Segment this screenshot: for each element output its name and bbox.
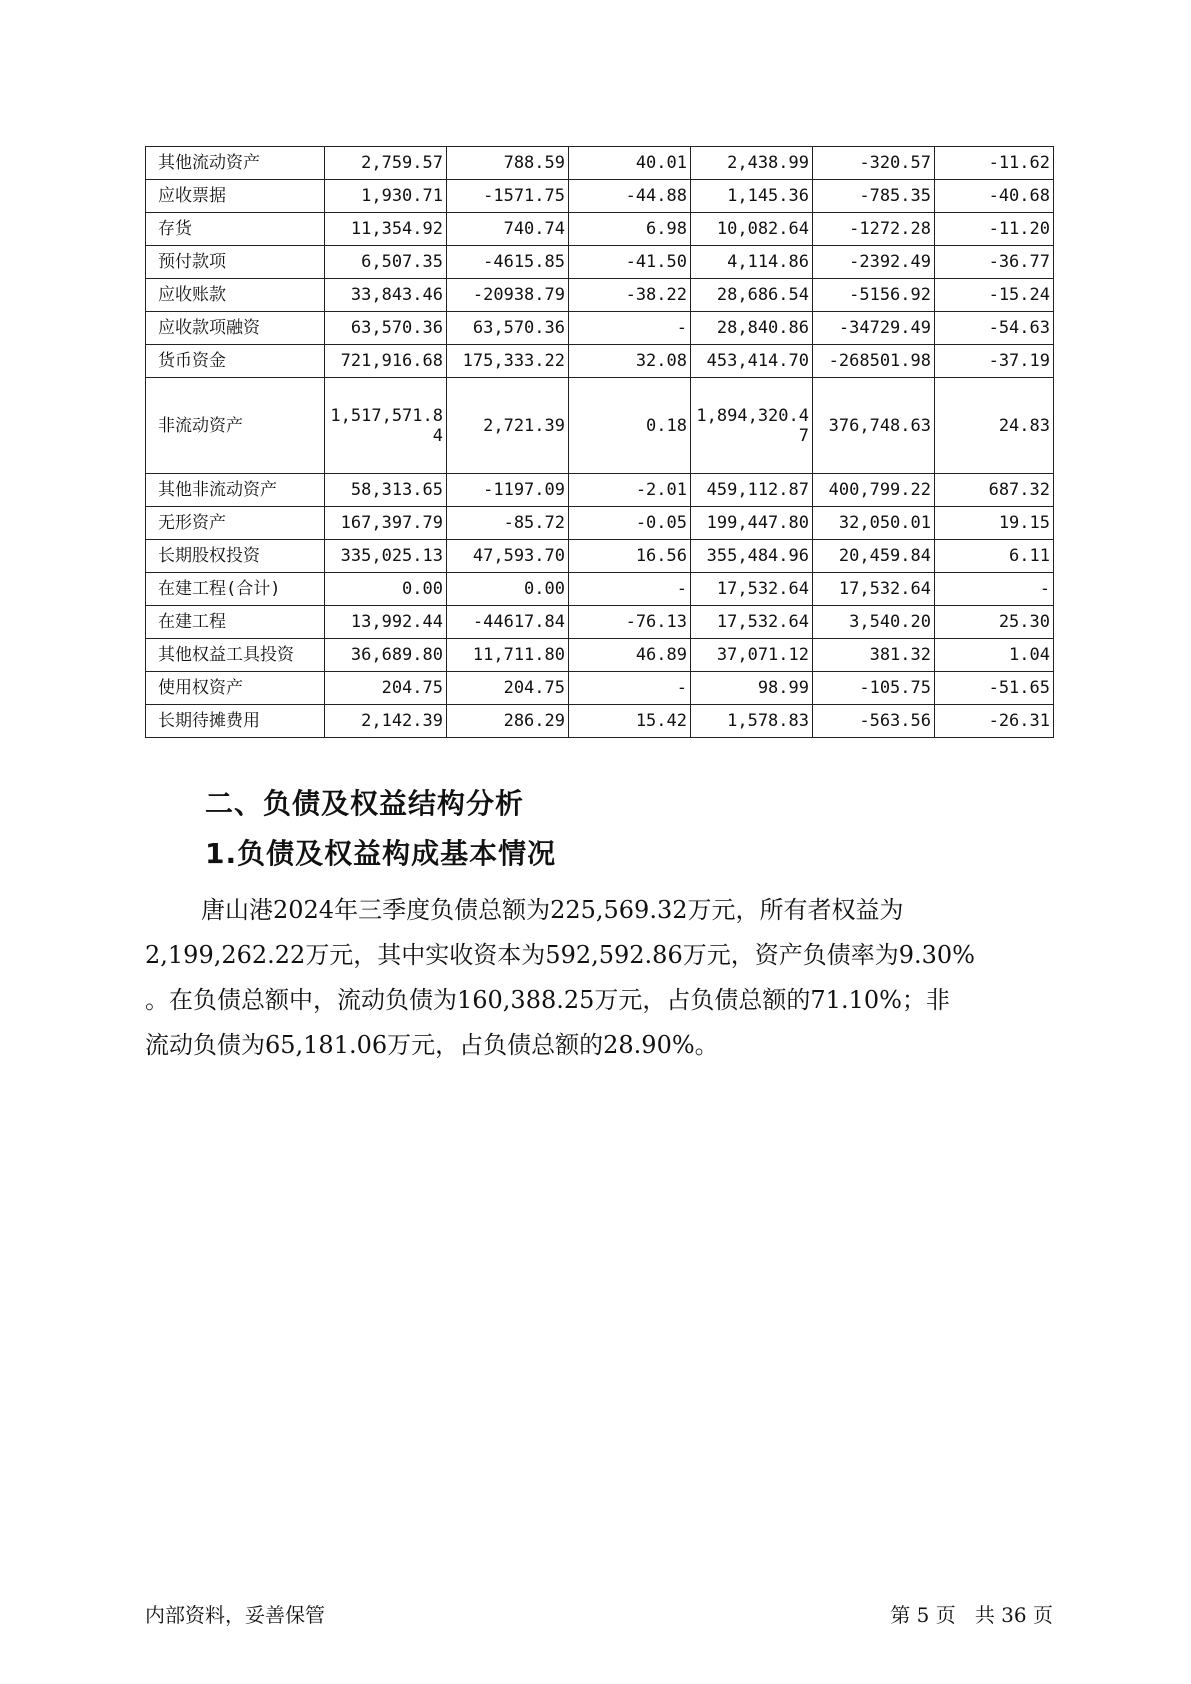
table-cell: -44617.84 bbox=[447, 606, 569, 639]
table-row bbox=[146, 474, 1054, 507]
table-cell: 2,759.57 bbox=[325, 147, 447, 180]
table-cell: 1,930.71 bbox=[325, 180, 447, 213]
table-cell: 3,540.20 bbox=[813, 606, 935, 639]
table-cell: 740.74 bbox=[447, 213, 569, 246]
table-cell: -54.63 bbox=[935, 312, 1054, 345]
table-cell: -563.56 bbox=[813, 705, 935, 738]
table-cell: 721,916.68 bbox=[325, 345, 447, 378]
table-cell: -37.19 bbox=[935, 345, 1054, 378]
table-cell: -4615.85 bbox=[447, 246, 569, 279]
section-heading: 二、负债及权益结构分析 bbox=[205, 787, 525, 820]
table-cell: 15.42 bbox=[569, 705, 691, 738]
body-paragraph bbox=[145, 888, 1060, 1068]
table-row bbox=[146, 507, 1054, 540]
table-cell: 11,354.92 bbox=[325, 213, 447, 246]
table-cell: -44.88 bbox=[569, 180, 691, 213]
table-cell: 687.32 bbox=[935, 474, 1054, 507]
table-cell: 1.04 bbox=[935, 639, 1054, 672]
table-cell: 47,593.70 bbox=[447, 540, 569, 573]
table-cell: 6.98 bbox=[569, 213, 691, 246]
table-cell: 199,447.80 bbox=[691, 507, 813, 540]
table-cell: 2,721.39 bbox=[447, 378, 569, 474]
table-cell: -1571.75 bbox=[447, 180, 569, 213]
table-cell: 2,438.99 bbox=[691, 147, 813, 180]
table-cell: 36,689.80 bbox=[325, 639, 447, 672]
table-cell: 17,532.64 bbox=[691, 606, 813, 639]
table-cell: 20,459.84 bbox=[813, 540, 935, 573]
table-cell: -320.57 bbox=[813, 147, 935, 180]
table-cell: 1,894,320.47 bbox=[691, 378, 813, 474]
row-label: 非流动资产 bbox=[146, 378, 325, 474]
table-cell: 98.99 bbox=[691, 672, 813, 705]
table-cell: 24.83 bbox=[935, 378, 1054, 474]
table-cell: 459,112.87 bbox=[691, 474, 813, 507]
paragraph-line: 。在负债总额中，流动负债为160,388.25万元，占负债总额的71.10%；非 bbox=[145, 986, 950, 1014]
table-cell: 46.89 bbox=[569, 639, 691, 672]
table-row bbox=[146, 378, 1054, 474]
table-row bbox=[146, 246, 1054, 279]
table-cell: 1,145.36 bbox=[691, 180, 813, 213]
table-cell: -20938.79 bbox=[447, 279, 569, 312]
table-cell: -5156.92 bbox=[813, 279, 935, 312]
table-cell: 17,532.64 bbox=[691, 573, 813, 606]
table-cell: 355,484.96 bbox=[691, 540, 813, 573]
table-cell: 28,840.86 bbox=[691, 312, 813, 345]
table-cell: - bbox=[569, 312, 691, 345]
asset-table bbox=[145, 146, 1054, 738]
table-cell: 175,333.22 bbox=[447, 345, 569, 378]
table-cell: 4,114.86 bbox=[691, 246, 813, 279]
table-cell: 167,397.79 bbox=[325, 507, 447, 540]
table-cell: -2.01 bbox=[569, 474, 691, 507]
table-row bbox=[146, 180, 1054, 213]
table-cell: 6.11 bbox=[935, 540, 1054, 573]
table-cell: 63,570.36 bbox=[447, 312, 569, 345]
table-cell: 33,843.46 bbox=[325, 279, 447, 312]
row-label: 预付款项 bbox=[146, 246, 325, 279]
table-cell: 286.29 bbox=[447, 705, 569, 738]
row-label: 在建工程 bbox=[146, 606, 325, 639]
row-label: 长期股权投资 bbox=[146, 540, 325, 573]
table-cell: -11.20 bbox=[935, 213, 1054, 246]
table-cell: 1,517,571.84 bbox=[325, 378, 447, 474]
table-cell: 0.00 bbox=[447, 573, 569, 606]
table-cell: 13,992.44 bbox=[325, 606, 447, 639]
table-cell: -34729.49 bbox=[813, 312, 935, 345]
row-label: 应收票据 bbox=[146, 180, 325, 213]
row-label: 其他权益工具投资 bbox=[146, 639, 325, 672]
table-cell: 335,025.13 bbox=[325, 540, 447, 573]
table-cell: 32,050.01 bbox=[813, 507, 935, 540]
table-row bbox=[146, 639, 1054, 672]
table-row bbox=[146, 345, 1054, 378]
table-cell: - bbox=[935, 573, 1054, 606]
table-cell: -38.22 bbox=[569, 279, 691, 312]
subsection-heading: 1.负债及权益构成基本情况 bbox=[205, 837, 557, 870]
table-cell: 6,507.35 bbox=[325, 246, 447, 279]
row-label: 应收款项融资 bbox=[146, 312, 325, 345]
table-row bbox=[146, 279, 1054, 312]
row-label: 长期待摊费用 bbox=[146, 705, 325, 738]
row-label: 货币资金 bbox=[146, 345, 325, 378]
table-cell: -1272.28 bbox=[813, 213, 935, 246]
table-cell: 10,082.64 bbox=[691, 213, 813, 246]
table-cell: 37,071.12 bbox=[691, 639, 813, 672]
table-cell: -76.13 bbox=[569, 606, 691, 639]
table-row bbox=[146, 672, 1054, 705]
table-cell: -105.75 bbox=[813, 672, 935, 705]
table-cell: 2,142.39 bbox=[325, 705, 447, 738]
footer-page-number: 第 5 页 共 36 页 bbox=[890, 1603, 1053, 1627]
table-cell: 58,313.65 bbox=[325, 474, 447, 507]
row-label: 使用权资产 bbox=[146, 672, 325, 705]
table-cell: -1197.09 bbox=[447, 474, 569, 507]
row-label: 其他非流动资产 bbox=[146, 474, 325, 507]
table-cell: -785.35 bbox=[813, 180, 935, 213]
table-cell: -36.77 bbox=[935, 246, 1054, 279]
table-cell: - bbox=[569, 672, 691, 705]
table-row bbox=[146, 213, 1054, 246]
row-label: 无形资产 bbox=[146, 507, 325, 540]
table-cell: 19.15 bbox=[935, 507, 1054, 540]
table-cell: 28,686.54 bbox=[691, 279, 813, 312]
row-label: 存货 bbox=[146, 213, 325, 246]
table-cell: 381.32 bbox=[813, 639, 935, 672]
table-cell: -40.68 bbox=[935, 180, 1054, 213]
table-cell: -85.72 bbox=[447, 507, 569, 540]
table-cell: -41.50 bbox=[569, 246, 691, 279]
paragraph-line: 流动负债为65,181.06万元，占负债总额的28.90%。 bbox=[145, 1031, 719, 1059]
table-cell: 11,711.80 bbox=[447, 639, 569, 672]
table-cell: -26.31 bbox=[935, 705, 1054, 738]
footer-confidential-note: 内部资料，妥善保管 bbox=[145, 1603, 325, 1627]
row-label: 在建工程(合计) bbox=[146, 573, 325, 606]
table-cell: -11.62 bbox=[935, 147, 1054, 180]
table-cell: 25.30 bbox=[935, 606, 1054, 639]
table-cell: 1,578.83 bbox=[691, 705, 813, 738]
table-cell: 0.00 bbox=[325, 573, 447, 606]
table-cell: 376,748.63 bbox=[813, 378, 935, 474]
table-cell: 400,799.22 bbox=[813, 474, 935, 507]
table-cell: 204.75 bbox=[447, 672, 569, 705]
table-cell: -2392.49 bbox=[813, 246, 935, 279]
table-cell: 0.18 bbox=[569, 378, 691, 474]
table-row bbox=[146, 705, 1054, 738]
table-cell: 32.08 bbox=[569, 345, 691, 378]
row-label: 应收账款 bbox=[146, 279, 325, 312]
table-cell: - bbox=[569, 573, 691, 606]
table-cell: 16.56 bbox=[569, 540, 691, 573]
paragraph-line: 唐山港2024年三季度负债总额为225,569.32万元，所有者权益为 bbox=[201, 896, 904, 924]
table-row bbox=[146, 312, 1054, 345]
table-row bbox=[146, 540, 1054, 573]
table-cell: -268501.98 bbox=[813, 345, 935, 378]
table-cell: 63,570.36 bbox=[325, 312, 447, 345]
table-cell: 788.59 bbox=[447, 147, 569, 180]
table-cell: -0.05 bbox=[569, 507, 691, 540]
table-row bbox=[146, 573, 1054, 606]
table-row bbox=[146, 606, 1054, 639]
paragraph-line: 2,199,262.22万元，其中实收资本为592,592.86万元，资产负债率为9.30% bbox=[145, 941, 975, 969]
table-row bbox=[146, 147, 1054, 180]
table-cell: 17,532.64 bbox=[813, 573, 935, 606]
table-cell: 204.75 bbox=[325, 672, 447, 705]
row-label: 其他流动资产 bbox=[146, 147, 325, 180]
table-cell: 40.01 bbox=[569, 147, 691, 180]
table-cell: 453,414.70 bbox=[691, 345, 813, 378]
table-cell: -15.24 bbox=[935, 279, 1054, 312]
table-cell: -51.65 bbox=[935, 672, 1054, 705]
